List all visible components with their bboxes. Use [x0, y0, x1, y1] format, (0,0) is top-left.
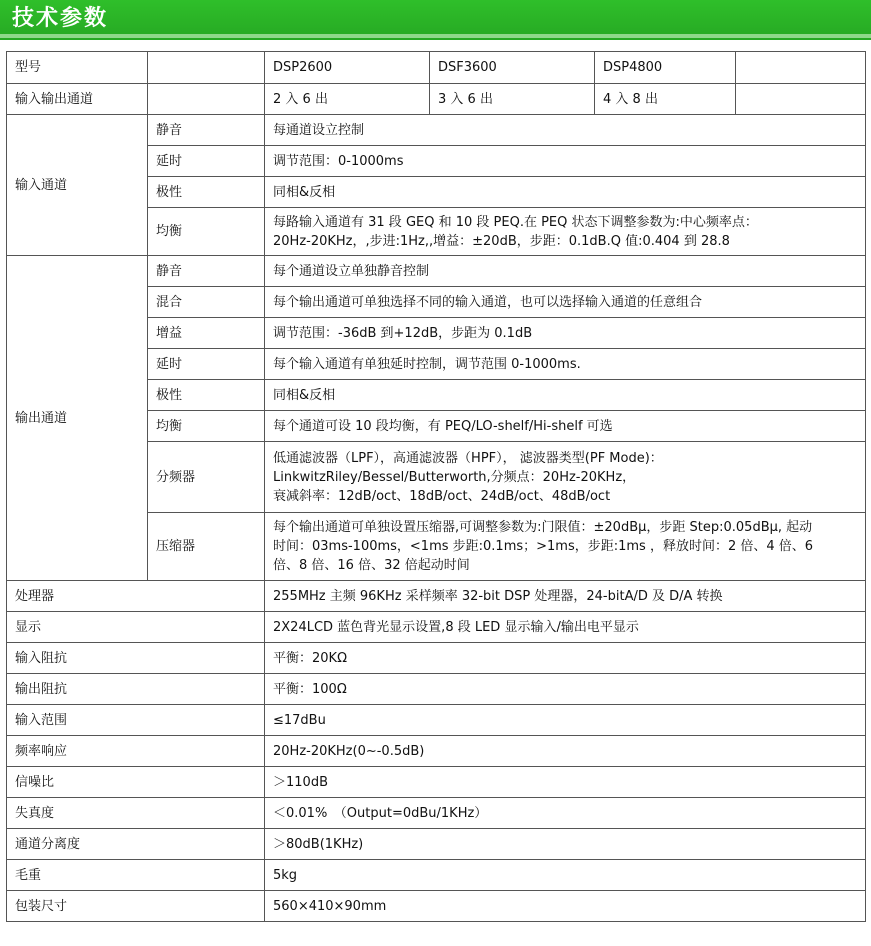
row-value: 20Hz-20KHz(0~-0.5dB)	[265, 736, 866, 767]
row-label: 通道分离度	[7, 829, 265, 860]
row-sublabel: 静音	[148, 256, 265, 287]
io-channels-row	[7, 84, 866, 115]
row-value: ≤17dBu	[265, 705, 866, 736]
header-stripe	[0, 34, 871, 38]
model-name: DSF3600	[430, 52, 595, 84]
row-label: 输入阻抗	[7, 643, 265, 674]
io-value: 3 入 6 出	[430, 84, 595, 115]
row-value: 调节范围：0-1000ms	[265, 146, 866, 177]
row-value: ＜0.01% （Output=0dBu/1KHz）	[265, 798, 866, 829]
model-name: DSP2600	[265, 52, 430, 84]
row-label: 输入输出通道	[7, 84, 148, 115]
row-label: 频率响应	[7, 736, 265, 767]
table-row	[7, 612, 866, 643]
table-row	[7, 829, 866, 860]
section-header	[0, 0, 871, 40]
row-value: 每个通道可设 10 段均衡，有 PEQ/LO-shelf/Hi-shelf 可选	[265, 411, 866, 442]
io-value: 2 入 6 出	[265, 84, 430, 115]
row-label: 输出阻抗	[7, 674, 265, 705]
row-sublabel: 极性	[148, 380, 265, 411]
row-sublabel: 均衡	[148, 411, 265, 442]
table-row	[7, 891, 866, 922]
table-row	[7, 705, 866, 736]
row-value: 同相&反相	[265, 380, 866, 411]
row-value: 255MHz 主频 96KHz 采样频率 32-bit DSP 处理器，24-bitA/D 及 D/A 转换	[265, 581, 866, 612]
row-sublabel: 极性	[148, 177, 265, 208]
table-row	[7, 581, 866, 612]
row-sublabel: 静音	[148, 115, 265, 146]
row-label: 毛重	[7, 860, 265, 891]
row-value: 5kg	[265, 860, 866, 891]
table-row	[7, 115, 866, 146]
row-label: 输入范围	[7, 705, 265, 736]
models-row	[7, 52, 866, 84]
row-value: 每个输出通道可单独设置压缩器,可调整参数为:门限值：±20dBμ，步距 Step:0.05dBμ, 起动 时间：03ms-100ms，<1ms 步距:0.1ms；>1ms，步距:1ms ，释放时间：2 倍、4 倍、6 倍、8 倍、16 倍、32 倍起动时间	[265, 513, 866, 581]
row-label: 包装尺寸	[7, 891, 265, 922]
group-label-input: 输入通道	[7, 115, 148, 256]
row-sublabel: 压缩器	[148, 513, 265, 581]
row-sublabel: 增益	[148, 318, 265, 349]
row-sublabel: 混合	[148, 287, 265, 318]
row-sublabel: 延时	[148, 349, 265, 380]
row-value: 同相&反相	[265, 177, 866, 208]
row-value: 每个输入通道有单独延时控制，调节范围 0-1000ms.	[265, 349, 866, 380]
row-value: 560×410×90mm	[265, 891, 866, 922]
row-value: 平衡：100Ω	[265, 674, 866, 705]
row-sublabel: 分频器	[148, 442, 265, 513]
row-sublabel: 延时	[148, 146, 265, 177]
row-value: 每路输入通道有 31 段 GEQ 和 10 段 PEQ.在 PEQ 状态下调整参数为:中心频率点： 20Hz-20KHz，,步进:1Hz,,增益：±20dB，步距：0.1dB.Q 值:0.404 到 28.8	[265, 208, 866, 256]
table-row	[7, 798, 866, 829]
group-label-output: 输出通道	[7, 256, 148, 581]
table-row	[7, 643, 866, 674]
row-value: 2X24LCD 蓝色背光显示设置,8 段 LED 显示输入/输出电平显示	[265, 612, 866, 643]
model-name: DSP4800	[595, 52, 736, 84]
section-title: 技术参数	[12, 6, 109, 31]
row-label: 处理器	[7, 581, 265, 612]
row-value: 每通道设立控制	[265, 115, 866, 146]
row-label: 失真度	[7, 798, 265, 829]
row-value: ＞110dB	[265, 767, 866, 798]
row-value: 调节范围：-36dB 到+12dB，步距为 0.1dB	[265, 318, 866, 349]
table-row	[7, 256, 866, 287]
row-value: 每个输出通道可单独选择不同的输入通道，也可以选择输入通道的任意组合	[265, 287, 866, 318]
row-value: ＞80dB(1KHz)	[265, 829, 866, 860]
row-label: 型号	[7, 52, 148, 84]
spec-table	[6, 51, 866, 922]
row-sublabel: 均衡	[148, 208, 265, 256]
row-label: 显示	[7, 612, 265, 643]
io-value: 4 入 8 出	[595, 84, 736, 115]
row-value: 低通滤波器（LPF），高通滤波器（HPF）， 滤波器类型(PF Mode)： LinkwitzRiley/Bessel/Butterworth,分频点：20Hz-20KHz， 衰减斜率：12dB/oct、18dB/oct、24dB/oct、48dB/oct	[265, 442, 866, 513]
row-value: 平衡：20KΩ	[265, 643, 866, 674]
table-row	[7, 674, 866, 705]
row-label: 信噪比	[7, 767, 265, 798]
table-row	[7, 767, 866, 798]
table-row	[7, 736, 866, 767]
table-row	[7, 860, 866, 891]
row-value: 每个通道设立单独静音控制	[265, 256, 866, 287]
